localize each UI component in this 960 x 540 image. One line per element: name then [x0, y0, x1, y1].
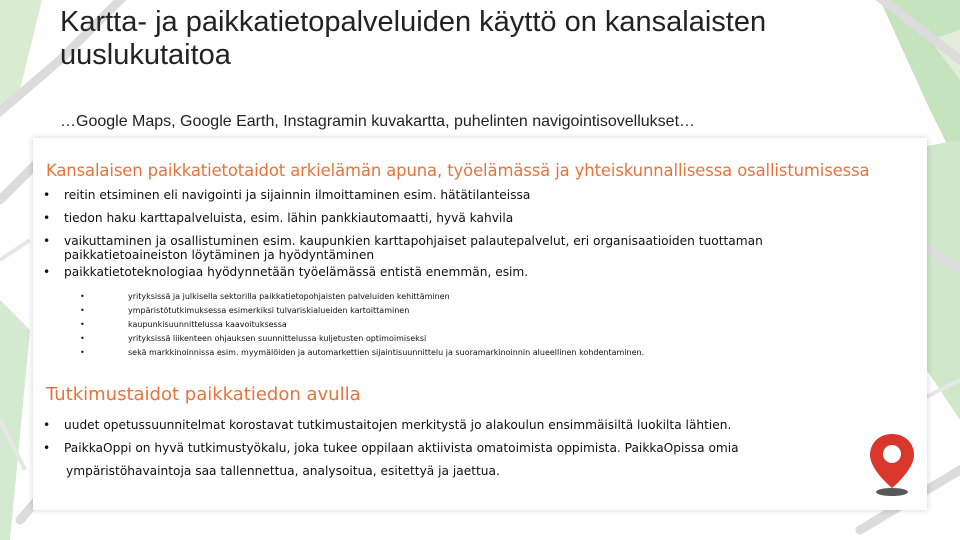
- page-title: [60, 6, 920, 72]
- content-card: [33, 138, 927, 510]
- section-heading-citizen-skills: Kansalaisen paikkatietotaidot arkielämän apuna, työelämässä ja yhteiskunnallisessa osallistumisessa: [46, 161, 870, 180]
- list-item: • ympäristötutkimuksessa esimerkiksi tulvariskialueiden kartoittaminen: [80, 306, 780, 315]
- list-item-line: ympäristöhavaintoja saa tallennettua, analysoitua, esitettyä ja jaettua.: [66, 464, 500, 478]
- page-subtitle: …Google Maps, Google Earth, Instagramin kuvakartta, puhelinten navigointisovellukset…: [60, 113, 696, 130]
- list-item: • yrityksissä liikenteen ohjauksen suunnittelussa kuljetusten optimoimiseksi: [80, 334, 780, 343]
- list-item: • kaupunkisuunnittelussa kaavoituksessa: [80, 320, 780, 329]
- title-line-2: uuslukutaitoa: [60, 39, 231, 71]
- citizen-skills-list: [43, 188, 843, 288]
- list-item: • tiedon haku karttapalveluista, esim. lähin pankkiautomaatti, hyvä kahvila: [43, 211, 843, 225]
- research-skills-list: [43, 414, 823, 483]
- list-item: • sekä markkinoinnissa esim. myymälöiden ja automarkettien sijaintisuunnittelu ja suoramarkinoinnin alueellinen kohdentaminen.: [80, 348, 780, 357]
- title-line-1: Kartta- ja paikkatietopalveluiden käyttö on kansalaisten: [60, 6, 767, 38]
- section-heading-research-skills: Tutkimustaidot paikkatiedon avulla: [46, 384, 361, 405]
- list-item: • reitin etsiminen eli navigointi ja sijainnin ilmoittaminen esim. hätätilanteissa: [43, 188, 843, 202]
- map-pin-icon: [864, 430, 920, 500]
- list-item: [43, 437, 823, 483]
- work-examples-list: [80, 292, 780, 362]
- list-item-line: PaikkaOppi on hyvä tutkimustyökalu, joka tukee oppilaan aktiivista omatoimista oppimista. PaikkaOpissa omia: [64, 441, 739, 455]
- list-item: • vaikuttaminen ja osallistuminen esim. kaupunkien karttapohjaiset palautepalvelut, eri organisaatioiden tuottaman paikkatietoaineiston löytäminen ja hyödyntäminen: [43, 234, 843, 262]
- list-item: • yrityksissä ja julkisella sektorilla paikkatietopohjaisten palveluiden kehittäminen: [80, 292, 780, 301]
- list-item: • paikkatietoteknologiaa hyödynnetään työelämässä entistä enemmän, esim.: [43, 265, 843, 279]
- list-item: • uudet opetussuunnitelmat korostavat tutkimustaitojen merkitystä jo alakoulun ensimmäisiltä luokilta lähtien.: [43, 414, 823, 437]
